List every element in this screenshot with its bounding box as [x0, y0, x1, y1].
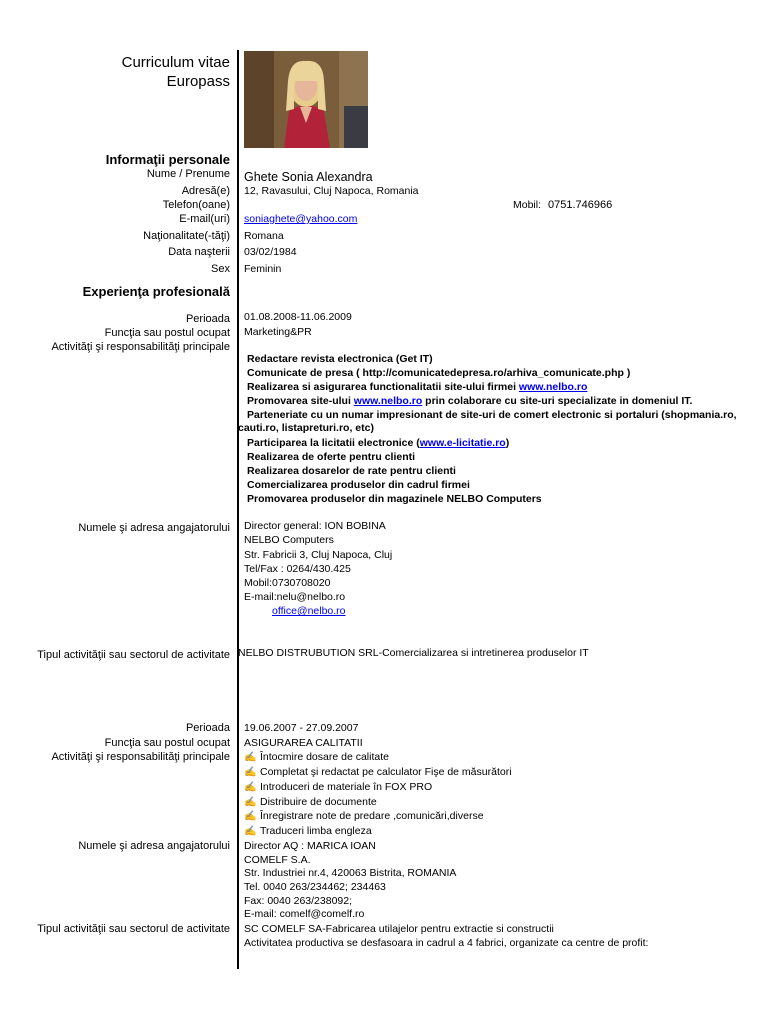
licitatie-link[interactable]: www.e-licitatie.ro: [419, 437, 506, 449]
name-value: Ghete Sonia Alexandra: [244, 170, 373, 184]
nationality-label: Naţionalitate(-tăţi): [143, 230, 230, 242]
job2-activities-label: Activităţi şi responsabilităţi principale: [51, 751, 230, 763]
job1-activity: [247, 436, 509, 450]
job1-employer-line: NELBO Computers: [244, 534, 334, 546]
job1-employer-line: Str. Fabricii 3, Cluj Napoca, Cluj: [244, 549, 393, 561]
column-divider-end: [237, 957, 239, 969]
job1-activity: Comercializarea produselor din cadrul firmei: [247, 479, 470, 491]
mobile-label: Mobil:: [513, 199, 542, 211]
pen-hand-icon: ✍: [244, 767, 257, 778]
office-email-link[interactable]: office@nelbo.ro: [272, 605, 346, 617]
pen-hand-icon: ✍: [244, 797, 257, 808]
job1-activity-text: ): [505, 437, 510, 449]
job1-activity: Parteneriate cu un numar impresionant de site-uri de comert electronic si portaluri (shopmania.ro,: [247, 409, 737, 421]
job1-activity: Redactare revista electronica (Get IT): [247, 353, 433, 365]
job1-employer-label: Numele şi adresa angajatorului: [78, 522, 230, 534]
job2-sector-detail: Activitatea productiva se desfasoara in cadrul a 4 fabrici, organizate ca centre de profit:: [244, 937, 649, 949]
job1-activity-text: Promovarea site-ului: [247, 395, 354, 407]
job2-employer-line: E-mail: comelf@comelf.ro: [244, 908, 365, 920]
nelbo-link[interactable]: www.nelbo.ro: [518, 381, 588, 393]
job2-period: 19.06.2007 - 27.09.2007: [244, 722, 359, 734]
job1-activity-text: Participarea la licitatii electronice (: [247, 437, 420, 449]
job2-bullet-text: Introduceri de materiale în FOX PRO: [260, 781, 433, 793]
mobile-value: 0751.746966: [548, 199, 613, 211]
job1-activity: Realizarea dosarelor de rate pentru clienti: [247, 465, 456, 477]
job2-bullet-text: Întocmire dosare de calitate: [260, 751, 389, 763]
pen-hand-icon: ✍: [244, 752, 257, 763]
job1-activities-label: Activităţi şi responsabilităţi principale: [51, 341, 230, 353]
job2-bullet-text: Distribuire de documente: [260, 796, 377, 808]
job1-employer-line: Tel/Fax : 0264/430.425: [244, 563, 351, 575]
job2-employer-line: Fax: 0040 263/238092;: [244, 895, 353, 907]
pen-hand-icon: ✍: [244, 826, 257, 837]
sex-value: Feminin: [244, 263, 282, 275]
job1-employer-line: Director general: ION BOBINA: [244, 520, 386, 532]
job1-position: Marketing&PR: [244, 326, 312, 338]
job1-employer-line: E-mail:nelu@nelbo.ro: [244, 591, 346, 603]
job2-bullet-item: [244, 824, 372, 839]
job2-employer-line: Str. Industriei nr.4, 420063 Bistrita, ROMANIA: [244, 867, 457, 879]
cv-subtitle: Europass: [166, 73, 230, 90]
address-label: Adresă(e): [181, 185, 230, 197]
email-label: E-mail(uri): [179, 213, 230, 225]
job1-activity: Promovarea produselor din magazinele NELBO Computers: [247, 493, 542, 505]
job2-position: ASIGURAREA CALITATII: [244, 737, 363, 749]
job2-employer-line: Director AQ : MARICA IOAN: [244, 840, 376, 852]
job1-position-label: Funcţia sau postul ocupat: [104, 327, 230, 339]
column-divider: [237, 50, 239, 969]
job2-bullet-item: [244, 765, 512, 780]
job2-bullet-text: Înregistrare note de predare ,comunicări,diverse: [260, 810, 484, 822]
nelbo-link[interactable]: www.nelbo.ro: [353, 395, 423, 407]
job1-activity: [247, 380, 587, 394]
job1-period-label: Perioada: [185, 313, 230, 325]
job1-activity: cauti.ro, listapreturi.ro, etc): [238, 422, 374, 434]
pen-hand-icon: ✍: [244, 811, 257, 822]
job2-employer-line: Tel. 0040 263/234462; 234463: [244, 881, 386, 893]
job2-bullet-item: [244, 809, 484, 824]
job1-activity: Realizarea de oferte pentru clienti: [247, 451, 416, 463]
job2-bullet-item: [244, 780, 432, 795]
phone-label: Telefon(oane): [162, 199, 230, 211]
section-title-experience: Experienţa profesională: [82, 284, 230, 299]
job2-bullet-text: Completat şi redactat pe calculator Fişe de măsurători: [260, 766, 512, 778]
birth-label: Data naşterii: [168, 246, 230, 258]
nationality-value: Romana: [244, 230, 284, 242]
sex-label: Sex: [211, 263, 230, 275]
job1-activity-text: Realizarea si asigurarea functionalitatii site-ului firmei: [247, 381, 519, 393]
job2-employer-line: COMELF S.A.: [244, 854, 311, 866]
job1-activity-text: prin colaborare cu site-uri specializate in domeniul IT.: [422, 395, 693, 407]
job1-sector: NELBO DISTRUBUTION SRL-Comercializarea si intretinerea produselor IT: [238, 647, 589, 659]
name-label: Nume / Prenume: [146, 168, 230, 180]
job1-activity: [247, 394, 692, 408]
section-title-personal: Informaţii personale: [105, 152, 230, 167]
job2-bullet-text: Traduceri limba engleza: [260, 825, 372, 837]
birth-value: 03/02/1984: [244, 246, 297, 258]
address-value: 12, Ravasului, Cluj Napoca, Romania: [244, 185, 419, 197]
cv-title: Curriculum vitae: [121, 54, 230, 71]
job2-position-label: Funcţia sau postul ocupat: [104, 737, 230, 749]
job1-employer-line: Mobil:0730708020: [244, 577, 331, 589]
job2-sector: SC COMELF SA-Fabricarea utilajelor pentru extractie si constructii: [244, 923, 554, 935]
job2-period-label: Perioada: [185, 722, 230, 734]
job1-sector-label: Tipul activităţii sau sectorul de activitate: [37, 649, 230, 661]
job2-employer-label: Numele şi adresa angajatorului: [78, 840, 230, 852]
job1-activity: Comunicate de presa ( http://comunicatedepresa.ro/arhiva_comunicate.php ): [247, 367, 631, 379]
profile-photo: [244, 51, 368, 148]
pen-hand-icon: ✍: [244, 782, 257, 793]
job1-period: 01.08.2008-11.06.2009: [244, 311, 352, 323]
email-link[interactable]: soniaghete@yahoo.com: [244, 213, 358, 225]
job2-bullet-item: [244, 750, 389, 765]
job2-sector-label: Tipul activităţii sau sectorul de activitate: [37, 923, 230, 935]
job2-bullet-item: [244, 795, 377, 810]
